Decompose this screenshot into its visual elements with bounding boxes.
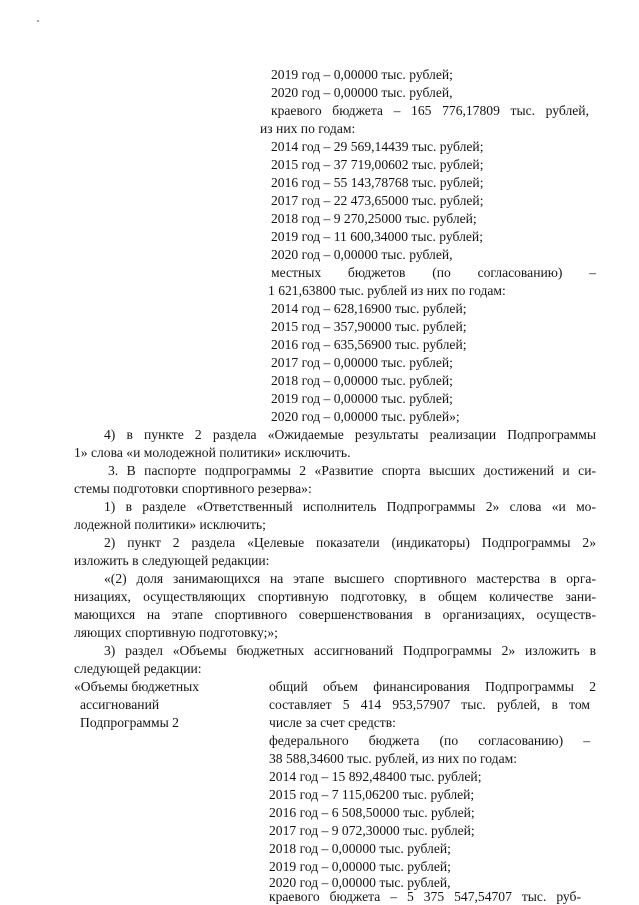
paragraph-line: 2) пункт 2 раздела «Целевые показатели (индикаторы) Подпрограммы 2» xyxy=(104,535,596,550)
list-line: 2020 год – 0,00000 тыс. рублей»; xyxy=(271,409,460,424)
list-line: 2020 год – 0,00000 тыс. рублей, xyxy=(271,247,453,262)
list-line: 2014 год – 29 569,14439 тыс. рублей; xyxy=(271,139,484,154)
table-value-line: 2014 год – 15 892,48400 тыс. рублей; xyxy=(269,769,482,784)
list-line: 2014 год – 628,16900 тыс. рублей; xyxy=(271,301,467,316)
paragraph-line: 3. В паспорте подпрограммы 2 «Развитие спорта высших достижений и си- xyxy=(108,463,596,478)
list-line: 2020 год – 0,00000 тыс. рублей, xyxy=(271,85,453,100)
paragraph-line: следующей редакции: xyxy=(74,661,202,676)
table-value-line: 38 588,34600 тыс. рублей, из них по годам: xyxy=(269,751,517,766)
paragraph-line: лодежной политики» исключить; xyxy=(74,517,266,532)
list-line: 1 621,63800 тыс. рублей из них по годам: xyxy=(268,283,506,298)
list-line: 2017 год – 22 473,65000 тыс. рублей; xyxy=(271,193,484,208)
table-value-line: 2016 год – 6 508,50000 тыс. рублей; xyxy=(269,805,475,820)
list-line: 2019 год – 0,00000 тыс. рублей; xyxy=(271,67,453,82)
table-value-line: 2019 год – 0,00000 тыс. рублей; xyxy=(269,859,451,874)
list-line: 2019 год – 0,00000 тыс. рублей; xyxy=(271,391,453,406)
list-line: местных бюджетов (по согласованию) – xyxy=(271,265,596,280)
list-line: 2016 год – 635,56900 тыс. рублей; xyxy=(271,337,467,352)
list-line: краевого бюджета – 165 776,17809 тыс. рублей, xyxy=(271,103,589,118)
paragraph-line: 4) в пункте 2 раздела «Ожидаемые результаты реализации Подпрограммы xyxy=(104,427,596,442)
table-value-line: составляет 5 414 953,57907 тыс. рублей, в том xyxy=(269,697,590,712)
table-value-line: краевого бюджета – 5 375 547,54707 тыс. руб- xyxy=(269,889,581,904)
table-value-line: общий объем финансирования Подпрограммы 2 xyxy=(269,679,596,694)
table-value-line: 2020 год – 0,00000 тыс. рублей, xyxy=(269,875,451,890)
table-label-line: ассигнований xyxy=(80,697,160,712)
paragraph-line: стемы подготовки спортивного резерва»: xyxy=(74,481,312,496)
list-line: 2018 год – 0,00000 тыс. рублей; xyxy=(271,373,453,388)
list-line: 2018 год – 9 270,25000 тыс. рублей; xyxy=(271,211,477,226)
table-label-line: Подпрограммы 2 xyxy=(80,715,179,730)
paragraph-line: ляющих спортивную подготовку;»; xyxy=(74,625,278,640)
paragraph-line: 1) в разделе «Ответственный исполнитель Подпрограммы 2» слова «и мо- xyxy=(104,499,596,514)
paragraph-line: 3) раздел «Объемы бюджетных ассигнований Подпрограммы 2» изложить в xyxy=(104,643,596,658)
table-value-line: 2017 год – 9 072,30000 тыс. рублей; xyxy=(269,823,475,838)
table-value-line: федерального бюджета (по согласованию) – xyxy=(269,733,590,748)
list-line: 2019 год – 11 600,34000 тыс. рублей; xyxy=(271,229,483,244)
list-line: из них по годам: xyxy=(260,121,356,136)
list-line: 2016 год – 55 143,78768 тыс. рублей; xyxy=(271,175,484,190)
paragraph-line: изложить в следующей редакции: xyxy=(74,553,270,568)
table-label-line: «Объемы бюджетных xyxy=(74,679,200,694)
table-value-line: числе за счет средств: xyxy=(269,715,396,730)
table-value-line: 2018 год – 0,00000 тыс. рублей; xyxy=(269,841,451,856)
paragraph-line: мающихся на этапе спортивного совершенствования в организациях, осуществ- xyxy=(74,607,596,622)
paragraph-line: 1» слова «и молодежной политики» исключить. xyxy=(74,445,351,460)
paragraph-line: низациях, осуществляющих спортивную подготовку, в общем количестве зани- xyxy=(74,589,596,604)
list-line: 2015 год – 357,90000 тыс. рублей; xyxy=(271,319,467,334)
scan-mark xyxy=(37,20,39,22)
list-line: 2015 год – 37 719,00602 тыс. рублей; xyxy=(271,157,484,172)
paragraph-line: «(2) доля занимающихся на этапе высшего спортивного мастерства в орга- xyxy=(104,571,596,586)
list-line: 2017 год – 0,00000 тыс. рублей; xyxy=(271,355,453,370)
table-value-line: 2015 год – 7 115,06200 тыс. рублей; xyxy=(269,787,475,802)
